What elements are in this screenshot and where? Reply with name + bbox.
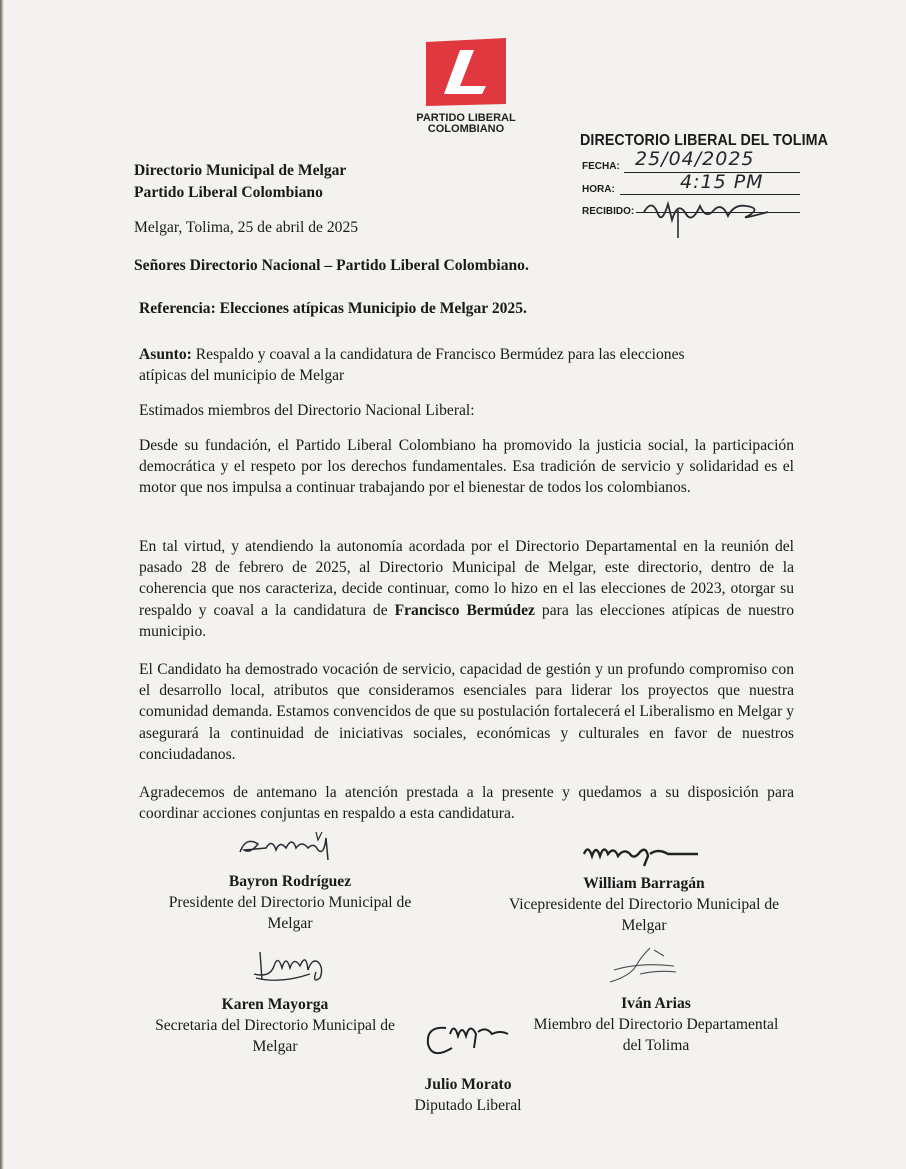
signatory-name: William Barragán [583, 875, 705, 892]
scan-edge-shadow [0, 0, 4, 1169]
signature-bayron-icon [236, 826, 336, 866]
party-name-line1: PARTIDO LIBERAL [416, 112, 516, 124]
subject-line1: Respaldo y coaval a la candidatura de Francisco Bermúdez para las elecciones [191, 346, 685, 363]
sender-line1: Directorio Municipal de Melgar [134, 162, 347, 179]
signatory-role: Melgar [267, 915, 313, 932]
stamp-hora-label: HORA: [582, 184, 615, 195]
signatory-name: Bayron Rodríguez [228, 873, 352, 890]
signatory-role: Melgar [621, 917, 667, 934]
signatory-name: Julio Morato [424, 1076, 512, 1093]
party-name [390, 113, 542, 135]
body-paragraph-1: Desde su fundación, el Partido Liberal Colombiano ha promovido la justicia social, la participación democrática y el respeto por los derechos fundamentales. Esa tradición de servicio y solidaridad es el motor que nos impulsa a continuar trabajando por el bienestar de todos los colombianos. [139, 437, 794, 497]
signatory-karen [140, 994, 410, 1057]
salutation: Estimados miembros del Directorio Nacional Liberal: [139, 402, 475, 419]
party-name-line2: COLOMBIANO [427, 123, 505, 135]
signatory-william [494, 873, 794, 936]
sender-line2: Partido Liberal Colombiano [134, 184, 323, 201]
subject [139, 344, 799, 366]
signatory-role: Miembro del Directorio Departamental [533, 1016, 779, 1033]
stamp-title: DIRECTORIO LIBERAL DEL TOLIMA [580, 132, 829, 149]
party-logo-icon [424, 36, 508, 108]
recipient: Señores Directorio Nacional – Partido Liberal Colombiano. [134, 257, 529, 274]
candidate-name: Francisco Bermúdez [394, 601, 535, 619]
signatory-role: Secretaria del Directorio Municipal de [155, 1017, 395, 1034]
reference: Referencia: Elecciones atípicas Municipio de Melgar 2025. [139, 300, 527, 317]
signature-karen-icon [250, 944, 330, 988]
body-paragraph-2 [139, 536, 794, 642]
signatory-role: Presidente del Directorio Municipal de [168, 894, 412, 911]
signatory-bayron [150, 871, 430, 934]
signatory-role: Melgar [252, 1038, 298, 1055]
subject-line2: atípicas del municipio de Melgar [139, 367, 345, 384]
body-paragraph-2-end: para las elecciones atípicas de nuestro municipio. [139, 601, 795, 640]
signature-julio-icon [420, 1012, 512, 1062]
signatory-name: Karen Mayorga [221, 996, 329, 1013]
received-stamp [580, 128, 829, 244]
body-paragraph-4: Agradecemos de antemano la atención prestada a la presente y quedamos a su disposición para coordinar acciones conjuntas en respaldo a esta candidatura. [139, 784, 794, 823]
signatory-role: del Tolima [622, 1037, 690, 1054]
stamp-hora-value: 4:15 PM [680, 171, 764, 193]
stamp-recibido-label: RECIBIDO: [582, 206, 635, 217]
stamp-fecha-value: 25/04/2025 [635, 148, 755, 170]
signatory-role: Diputado Liberal [414, 1097, 522, 1114]
signatory-role: Vicepresidente del Directorio Municipal de [508, 896, 780, 913]
body-paragraph-3: El Candidato ha demostrado vocación de servicio, capacidad de gestión y un profundo compromiso con el desarrollo local, atributos que consideramos esenciales para liderar los proyectos que nuestra comunidad demanda. Estamos convencidos de que su postulación fortalecerá el Liberalismo en Melgar y asegurará la continuidad de iniciativas sociales, económicas y culturales en favor de nuestros conciudadanos. [139, 661, 794, 763]
body-paragraph-2-start: En tal virtud, y atendiendo la autonomía acordada por el Directorio Departamental en la reunión del pasado 28 de febrero de 2025, al Directorio Municipal de Melgar, este directorio, dentro de la coherencia que nos caracteriza, decide continuar, como lo hizo en el las elecciones de 2023, otorgar su respaldo y coaval a la candidatura de [139, 538, 794, 619]
stamp-received-signature-icon [638, 190, 778, 240]
signature-ivan-icon [600, 944, 686, 990]
signature-william-icon [578, 836, 702, 870]
signatory-name: Iván Arias [621, 995, 691, 1012]
subject-label: Asunto: [139, 346, 192, 363]
stamp-fecha-label: FECHA: [582, 161, 620, 172]
place-date: Melgar, Tolima, 25 de abril de 2025 [134, 219, 359, 236]
signatory-julio [368, 1074, 568, 1116]
signatory-ivan [516, 993, 796, 1056]
